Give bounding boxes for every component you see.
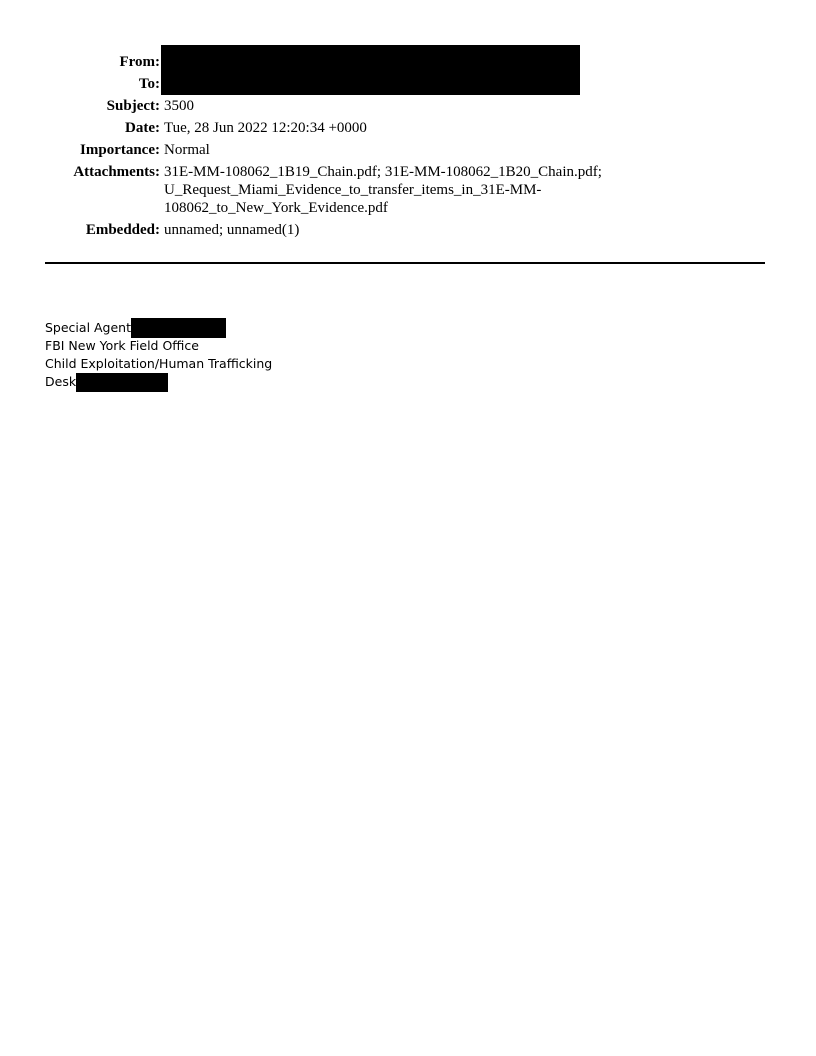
subject-row xyxy=(45,97,665,115)
signature-office: FBI New York Field Office xyxy=(45,338,199,353)
embedded-value: unnamed; unnamed(1) xyxy=(164,222,300,238)
redaction-block-desk-phone xyxy=(76,373,168,392)
importance-label: Importance: xyxy=(80,142,160,158)
attachment-line[interactable]: 108062_to_New_York_Evidence.pdf xyxy=(164,200,388,216)
signature-desk-label: Desk xyxy=(45,374,77,389)
signature-desk-line xyxy=(45,373,272,391)
signature-title-line xyxy=(45,319,272,337)
signature-block xyxy=(45,319,272,391)
signature-title: Special Agent xyxy=(45,320,132,335)
subject-value: 3500 xyxy=(164,98,194,114)
attachments-label: Attachments: xyxy=(73,164,160,180)
attachments-value xyxy=(160,163,665,217)
importance-value: Normal xyxy=(164,142,210,158)
header-divider xyxy=(45,262,765,264)
signature-unit-line xyxy=(45,355,272,373)
date-value: Tue, 28 Jun 2022 12:20:34 +0000 xyxy=(164,120,367,136)
attachment-line[interactable]: 31E-MM-108062_1B19_Chain.pdf; 31E-MM-108062_1B20_Chain.pdf; xyxy=(164,164,602,180)
embedded-row xyxy=(45,221,665,239)
attachment-line[interactable]: U_Request_Miami_Evidence_to_transfer_items_in_31E-MM- xyxy=(164,182,542,198)
signature-office-line xyxy=(45,337,272,355)
subject-label: Subject: xyxy=(106,98,160,114)
from-label: From: xyxy=(119,54,160,70)
redaction-block-from-to xyxy=(161,45,580,95)
attachments-row xyxy=(45,163,665,217)
date-row xyxy=(45,119,665,137)
redaction-block-name xyxy=(131,318,226,338)
date-label: Date: xyxy=(125,120,160,136)
importance-row xyxy=(45,141,665,159)
to-label: To: xyxy=(138,76,160,92)
signature-unit: Child Exploitation/Human Trafficking xyxy=(45,356,273,371)
embedded-label: Embedded: xyxy=(85,222,160,238)
